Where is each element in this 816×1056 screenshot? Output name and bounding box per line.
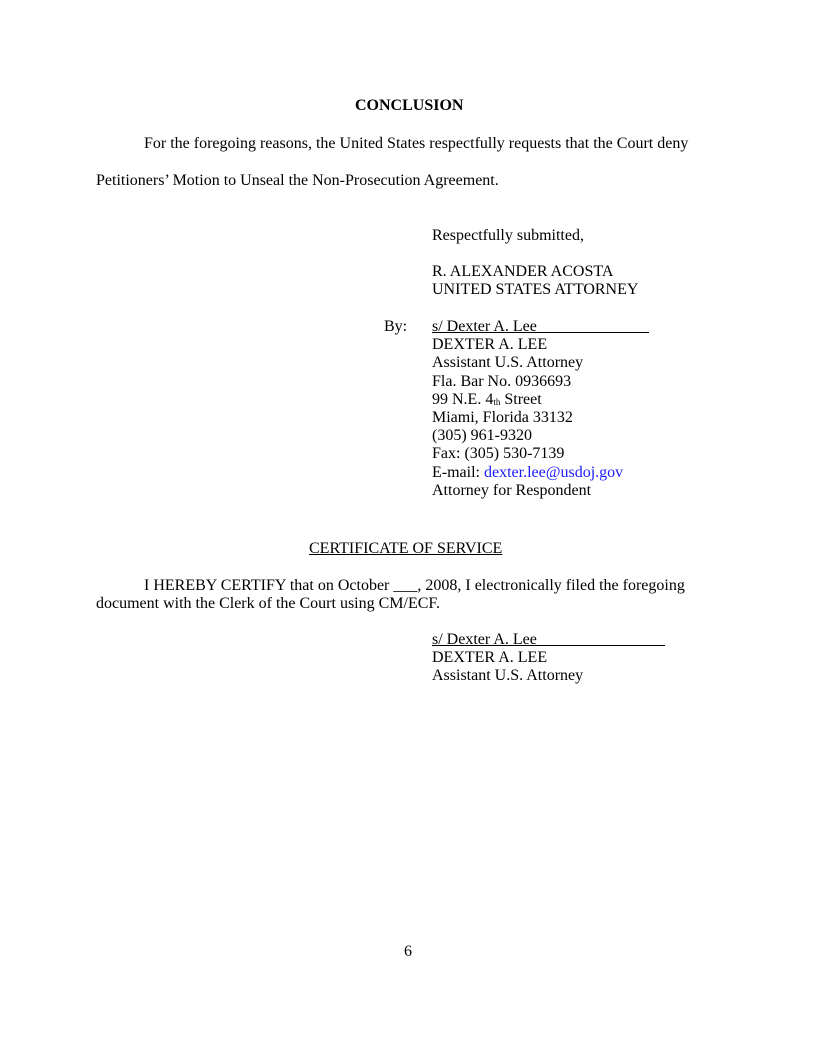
- signer-name: DEXTER A. LEE: [432, 336, 548, 354]
- certificate-signer-name: DEXTER A. LEE: [432, 649, 548, 667]
- street-address: [432, 391, 649, 409]
- certificate-text-line-2: document with the Clerk of the Court using CM/ECF.: [96, 595, 441, 612]
- conclusion-paragraph-line-1: For the foregoing reasons, the United States respectfully requests that the Court deny: [144, 135, 689, 152]
- certificate-esignature-name: s/ Dexter A. Lee: [432, 631, 537, 648]
- certificate-esignature-blank: ________________: [536, 631, 665, 648]
- address-street: Street: [500, 390, 542, 408]
- fax-number: Fax: (305) 530-7139: [432, 445, 565, 463]
- certificate-electronic-signature: [432, 631, 665, 649]
- us-attorney-title: UNITED STATES ATTORNEY: [432, 281, 639, 298]
- conclusion-heading: CONCLUSION: [355, 97, 464, 114]
- page-number: 6: [404, 943, 412, 960]
- email-label: E-mail:: [432, 463, 484, 481]
- by-label: By:: [384, 318, 408, 335]
- us-attorney-name: R. ALEXANDER ACOSTA: [432, 263, 614, 280]
- address-number: 99 N.E. 4: [432, 390, 494, 408]
- bar-number: Fla. Bar No. 0936693: [432, 372, 572, 390]
- certificate-signer-title: Assistant U.S. Attorney: [432, 667, 584, 685]
- signature-block: [432, 318, 649, 500]
- signer-title: Assistant U.S. Attorney: [432, 354, 584, 372]
- email-line: [432, 464, 649, 482]
- certificate-text-line-1: I HEREBY CERTIFY that on October ___, 2008, I electronically filed the foregoing: [144, 577, 685, 594]
- esignature-blank: ______________: [536, 318, 649, 335]
- city-state-zip: Miami, Florida 33132: [432, 408, 573, 426]
- email-link[interactable]: dexter.lee@usdoj.gov: [483, 463, 624, 481]
- closing-text: Respectfully submitted,: [432, 227, 584, 244]
- address-suffix: th: [493, 396, 501, 407]
- attorney-role: Attorney for Respondent: [432, 481, 592, 499]
- conclusion-paragraph-line-2: Petitioners’ Motion to Unseal the Non-Prosecution Agreement.: [96, 172, 499, 189]
- phone-number: (305) 961-9320: [432, 427, 532, 445]
- certificate-signature-block: [432, 631, 665, 686]
- electronic-signature: [432, 318, 649, 336]
- esignature-name: s/ Dexter A. Lee: [432, 318, 537, 335]
- certificate-heading: CERTIFICATE OF SERVICE: [309, 540, 503, 557]
